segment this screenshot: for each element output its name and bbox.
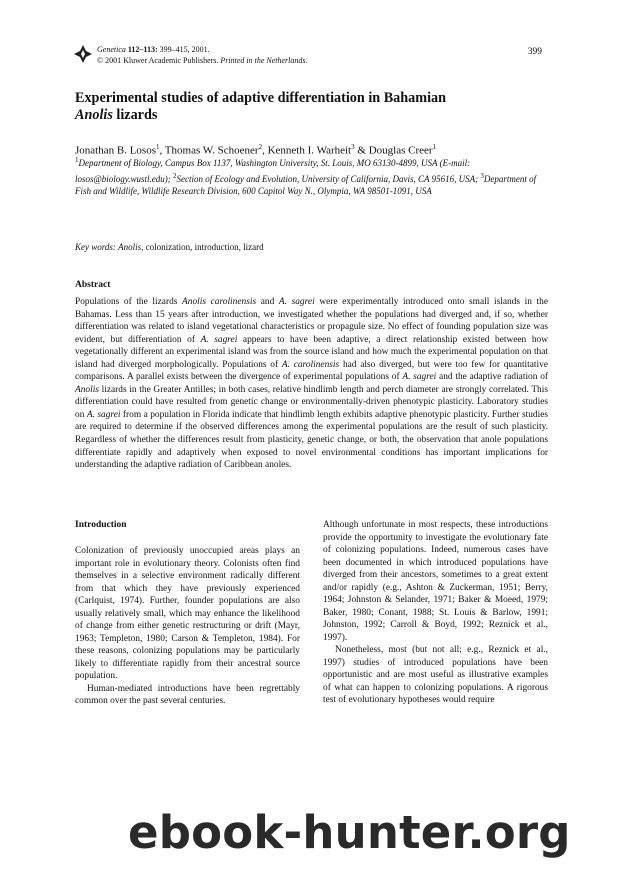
body-paragraph: Colonization of previously unoccupied areas plays an important role in evolutionary theory. Colonists often find themselves in a selective environment radically different from that which they have previously experienced (Carlquist, 1974). Further, founder populations are also usually relatively small, which may enhance the likelihood of change from either genetic restructuring or drift (Mayr, 1963; Templeton, 1980; Carson & Templeton, 1984). For these reasons, colonizing populations may be particularly likely to differentiate rapidly from their ancestral source population. (75, 546, 300, 681)
author-list: Jonathan B. Losos$^1$, Thomas W. Schoener$^2$, Kenneth I. Warheit$^3$ & Douglas Creer$^1$ (75, 143, 437, 157)
affiliation-mark: 1 (75, 156, 79, 164)
keywords-rest: , colonization, introduction, lizard (141, 242, 264, 252)
title-rest: lizards (116, 107, 158, 123)
abstract-species-name: Anolis (75, 384, 99, 395)
abstract-species-name: A. sagrei (402, 372, 437, 383)
affiliation-text: Department of Biology, Campus Box 1137, Washington University, St. Louis, MO 63130-4899, USA (E-mail: losos@biology.wustl.edu); (75, 158, 471, 184)
abstract-text-run: appears to have been adaptive, a direct relationship existed between how vegetationally different an experimental island was from the source island and how much the experimental population on that island had diverged morphologically. Populations of (75, 334, 548, 370)
author-name: Kenneth I. Warheit (267, 144, 352, 157)
abstract-text-run: from a population in Florida indicate that hindlimb length exhibits adaptive phenotypic plasticity. Further studies are required to determine if the observed differences among the experimental populations are the result of such plasticity. Regardless of whether the differences result from plasticity, genetic change, or both, the observation that anole populations differentiate rapidly and adaptively when exposed to novel environmental conditions has important implications for understanding the adaptive radiation of Caribbean anoles. (75, 409, 549, 471)
title-line-2 (75, 107, 545, 124)
introduction-column-2 (323, 519, 548, 707)
author-name: Douglas Creer (368, 144, 433, 157)
author-affiliation-mark: 2 (258, 143, 263, 151)
affiliation-text: Section of Ecology and Evolution, University of California, Davis, CA 95616, USA; (176, 173, 481, 184)
abstract-text-run: had also diverged, but were too few for quantitative comparisons. A parallel exists between the divergence of experimental populations of (75, 359, 548, 383)
author-affiliation-mark: 1 (432, 143, 437, 151)
printed-text: Printed in the Netherlands. (220, 56, 308, 65)
keywords (75, 241, 545, 253)
abstract-species-name: A. carolinensis (281, 359, 340, 370)
title-line-1: Experimental studies of adaptive differentiation in Bahamian (75, 90, 446, 106)
introduction-heading: Introduction (75, 520, 127, 530)
affiliation-mark: 2 (173, 171, 177, 180)
author-affiliation-mark: 3 (351, 143, 355, 151)
copyright-text: © 2001 Kluwer Academic Publishers. (97, 56, 219, 65)
page-number: 399 (527, 47, 542, 57)
abstract-text-run: were experimentally introduced onto small islands in the Bahamas. Less than 15 years after introduction, we investigated whether the populations had diverged and, if so, whether differentiation was related to island vegetational characteristics or propagule size. No effect of founding population size was evident, but differentiation of (75, 297, 548, 345)
journal-pages: 399–415, 2001. (159, 45, 210, 54)
abstract-text-run: and the adaptive radiation of (436, 372, 549, 383)
abstract-species-name: A. sagrei (86, 409, 121, 420)
abstract-text-run: Populations of the lizards (75, 297, 183, 307)
introduction-column-1 (75, 545, 300, 708)
author-name: Jonathan B. Losos (75, 144, 156, 157)
body-paragraph: Nonetheless, most (but not all; e.g., Reznick et al., 1997) studies of introduced populations have been opportunistic and are most useful as illustrative examples of what can happen to colonizing populations. A rigorous test of evolutionary hypotheses would require (323, 645, 548, 705)
author-name: Thomas W. Schoener (164, 144, 259, 157)
abstract-text (75, 296, 548, 472)
abstract-text-run: and (256, 297, 279, 307)
abstract-heading: Abstract (75, 280, 111, 290)
author-affiliation-mark: 1 (155, 143, 160, 151)
keywords-label: Key words: (75, 242, 116, 252)
affiliations (75, 154, 553, 198)
body-paragraph: Although unfortunate in most respects, these introductions provide the opportunity to investigate the evolutionary fate of colonizing populations. Indeed, numerous cases have been documented in which introduced populations have diverged from their ancestors, sometimes to a great extent and/or rapidly (e.g., Ashton & Zuckerman, 1951; Berry, 1964; Johnston & Selander, 1971; Baker & Moeed, 1979; Baker, 1980; Conant, 1988; St. Louis & Barlow, 1991; Johnston, 1992; Carroll & Boyd, 1992; Reznick et al., 1997). (323, 520, 548, 643)
abstract-species-name: A. sagrei (200, 334, 238, 345)
abstract-text-run: lizards in the Greater Antilles; in both cases, relative hindlimb length and perch diameter are strongly correlated. This differentiation could have resulted from genetic change or environmentally-driven phenotypic plasticity. Laboratory studies on (75, 384, 548, 420)
title-genus: Anolis (75, 107, 113, 123)
body-paragraph: Human-mediated introductions have been regrettably common over the past several centuries. (75, 683, 300, 706)
watermark-text: ebook-hunter.org (128, 806, 571, 859)
affiliation-mark: 3 (480, 171, 484, 180)
paper-title (75, 90, 545, 124)
publisher-logo-icon (73, 44, 93, 64)
journal-volume: 112–113: (127, 45, 158, 54)
journal-citation (97, 44, 308, 55)
affiliation-text: Department of Fish and Wildlife, Wildlife Research Division, 600 Capitol Way N., Olympia, WA 98501-1091, USA (75, 173, 537, 197)
abstract-species-name: Anolis carolinensis (182, 297, 257, 307)
journal-copyright-line (97, 55, 308, 66)
keyword-anolis: Anolis (118, 242, 142, 252)
journal-header (97, 44, 308, 66)
abstract-species-name: A. sagrei (278, 297, 315, 307)
journal-name: Genetica (97, 45, 126, 54)
